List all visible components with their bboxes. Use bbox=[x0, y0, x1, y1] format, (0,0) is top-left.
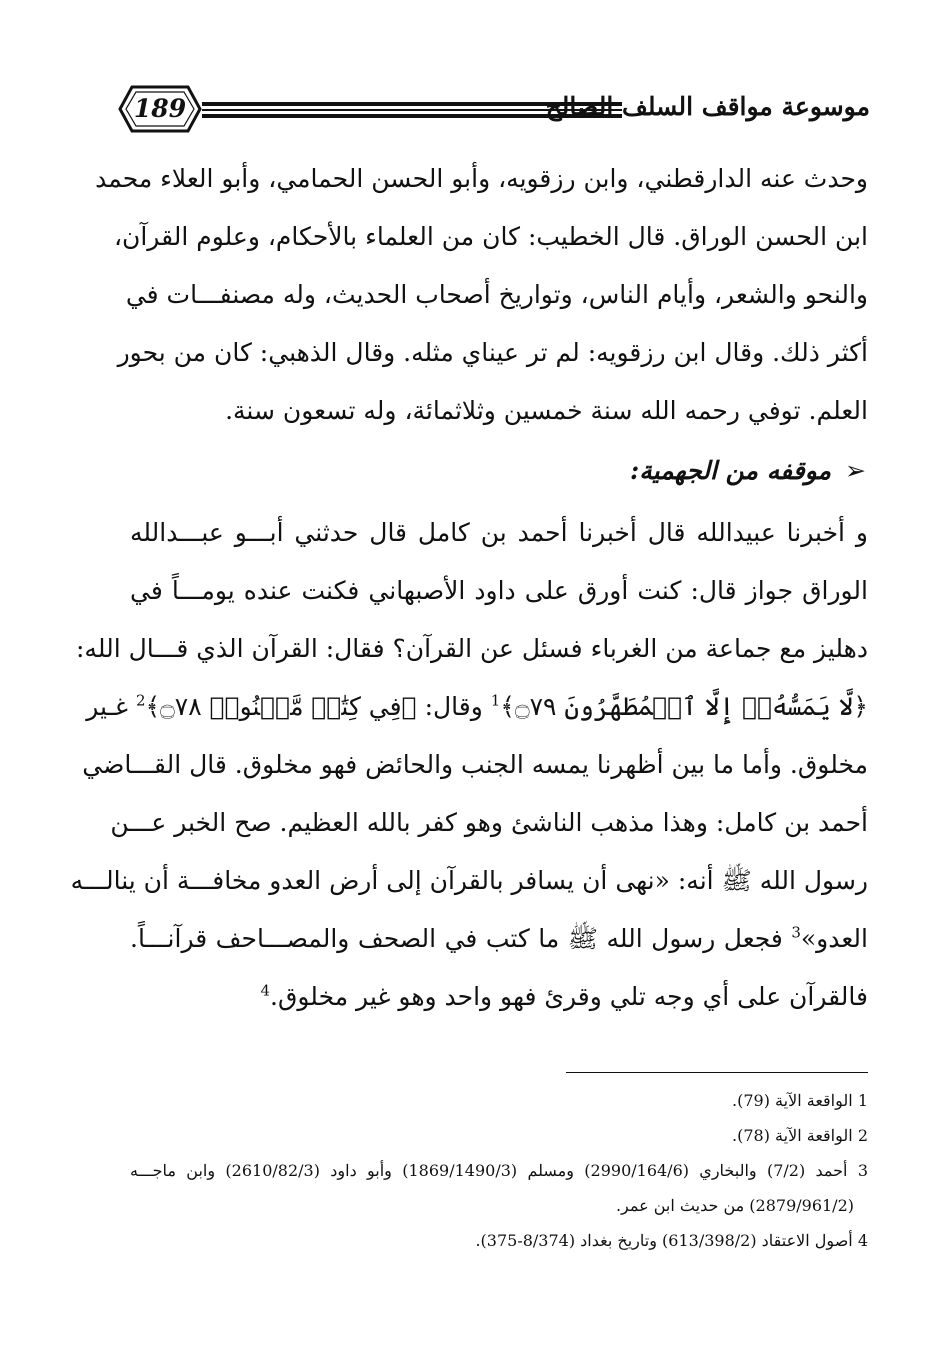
footnotes bbox=[130, 1083, 868, 1258]
body-text bbox=[70, 150, 868, 1026]
footnote bbox=[130, 1223, 868, 1258]
said-text: وقال: bbox=[424, 692, 483, 721]
footnote-ref[interactable]: 4 bbox=[260, 981, 271, 1000]
verse-line bbox=[86, 678, 868, 736]
page-header bbox=[118, 78, 870, 142]
text-fragment: فجعل رسول الله ﷺ ما كتب في الصحف والمصـــاحف قرآنـــاً. bbox=[130, 924, 783, 953]
footnote-number: 1 bbox=[857, 1091, 868, 1110]
footnote-number: 2 bbox=[857, 1126, 868, 1145]
final-line bbox=[130, 968, 868, 1026]
text-line: والنحو والشعر، وأيام الناس، وتواريخ أصحاب الحديث، وله مصنفـــات في bbox=[125, 280, 868, 309]
footnote-text: أصول الاعتقاد (613/398/2) وتاريخ بغداد (8/374-375). bbox=[475, 1231, 853, 1250]
text-fragment: العدو» bbox=[800, 924, 868, 953]
text-fragment: غـير bbox=[86, 692, 128, 721]
text-fragment: فالقرآن على أي وجه تلي وقرئ فهو واحد وهو غير مخلوق. bbox=[270, 982, 868, 1011]
footnote-ref[interactable]: 3 bbox=[791, 923, 801, 942]
footnote-continuation bbox=[130, 1188, 868, 1223]
section-heading bbox=[130, 440, 868, 504]
text-line: أكثر ذلك. وقال ابن رزقويه: لم تر عيناي مثله. وقال الذهبي: كان من بحور bbox=[117, 338, 868, 367]
hadith-line bbox=[130, 910, 868, 968]
footnote-text: الواقعة الآية (79). bbox=[732, 1091, 853, 1110]
footnote-separator bbox=[566, 1072, 868, 1073]
text-line: ابن الحسن الوراق. قال الخطيب: كان من العلماء بالأحكام، وعلوم القرآن، bbox=[113, 222, 868, 251]
footnote-ref[interactable]: 2 bbox=[135, 691, 146, 710]
footnote bbox=[130, 1083, 868, 1118]
footnote bbox=[130, 1153, 868, 1188]
text-line: رسول الله ﷺ أنه: «نهى أن يسافر بالقرآن إلى أرض العدو مخافـــة أن ينالـــه bbox=[70, 866, 868, 895]
text-line: أحمد بن كامل: وهذا مذهب الناشئ وهو كفر بالله العظيم. صح الخبر عـــن bbox=[110, 808, 868, 837]
footnote-number: 4 bbox=[857, 1231, 868, 1250]
text-line: الوراق جواز قال: كنت أورق على داود الأصبهاني فكنت عنده يومـــاً في bbox=[130, 576, 868, 605]
quran-quote: ﴿فِي كِتَٰبٖ مَّكۡنُونٖ ۝٧٨﴾ bbox=[145, 692, 417, 721]
text-line: وحدث عنه الدارقطني، وابن رزقويه، وأبو الحسن الحمامي، وأبو العلاء محمد bbox=[95, 164, 868, 193]
section-heading-text: موقفه من الجهمية: bbox=[630, 456, 832, 485]
footnote-ref[interactable]: 1 bbox=[490, 691, 501, 710]
quran-quote: ﴿لَّا يَمَسُّهُۥٓ إِلَّا ٱلۡمُطَهَّرُونَ ۝٧٩﴾ bbox=[500, 692, 868, 721]
text-line: مخلوق. وأما ما بين أظهرنا يمسه الجنب والحائض فهو مخلوق. قال القـــاضي bbox=[82, 750, 868, 779]
text-line: دهليز مع جماعة من الغرباء فسئل عن القرآن؟ فقال: القرآن الذي قـــال الله: bbox=[76, 634, 868, 663]
series-title: موسوعة مواقف السلف الصالح bbox=[545, 92, 870, 121]
footnote-number: 3 bbox=[857, 1161, 869, 1180]
arrow-marker-icon: ➢ bbox=[845, 456, 866, 485]
footnote bbox=[130, 1118, 868, 1153]
text-line: العلم. توفي رحمه الله سنة خمسين وثلاثمائة، وله تسعون سنة. bbox=[225, 396, 868, 425]
footnote-text: أحمد (7/2) والبخاري (2990/164/6) ومسلم (1869/1490/3) وأبو داود (2610/82/3) وابن ماجـــه bbox=[130, 1161, 848, 1180]
page-number-badge bbox=[118, 84, 202, 134]
footnote-text: (2879/961/2) من حديث ابن عمر. bbox=[615, 1196, 854, 1215]
text-line: و أخبرنا عبيدالله قال أخبرنا أحمد بن كامل قال حدثني أبـــو عبـــدالله bbox=[130, 518, 868, 547]
page-number: 189 bbox=[133, 94, 187, 123]
footnote-text: الواقعة الآية (78). bbox=[732, 1126, 853, 1145]
